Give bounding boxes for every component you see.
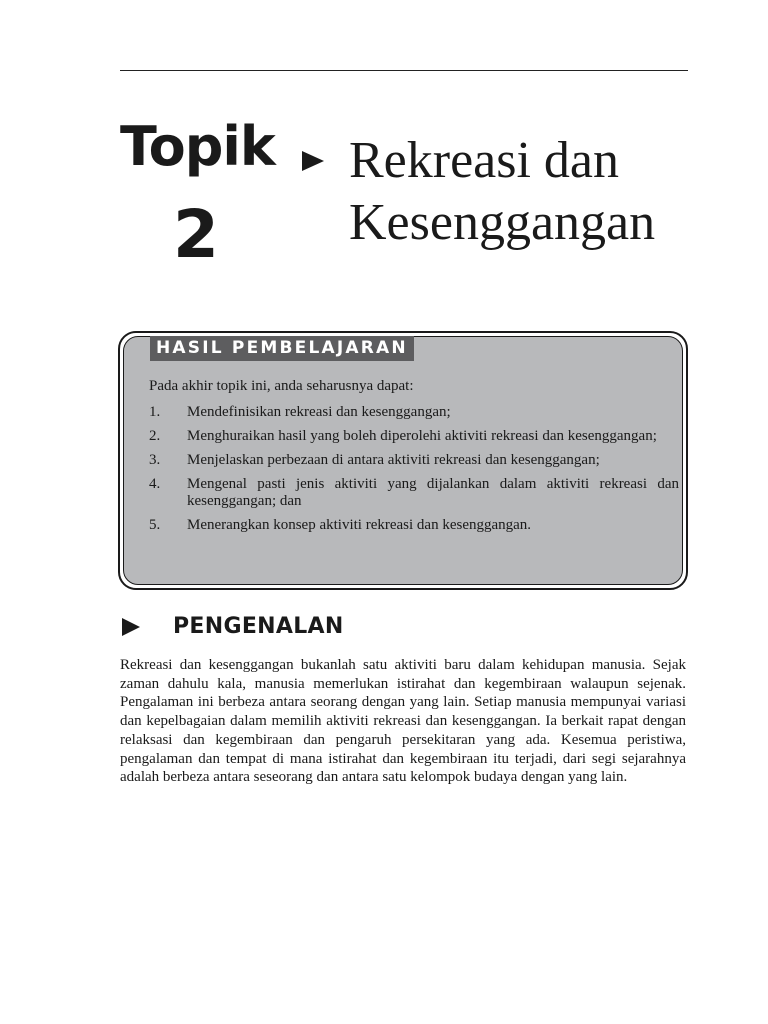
list-item-text: Mendefinisikan rekreasi dan kesenggangan; — [187, 404, 451, 420]
triangle-right-icon — [121, 617, 141, 637]
chapter-title-line2: Kesenggangan — [349, 194, 656, 251]
learning-outcomes-panel — [123, 336, 683, 585]
list-item — [149, 517, 679, 534]
learning-outcomes-heading: HASIL PEMBELAJARAN — [150, 336, 414, 361]
introduction-paragraph: Rekreasi dan kesenggangan bukanlah satu aktiviti baru dalam kehidupan manusia. Sejak zaman dahulu kala, manusia memerlukan istirahat dan kegembiraan walaupun sejenak. Pengalaman ini berbeza antara seorang dengan yang lain. Setiap manusia mempunyai variasi dan kepelbagaian dalam memilih aktiviti rekreasi dan kesenggangan. Ia berkait rapat dengan relaksasi dan kegembiraan dan pengaruh persekitaran yang ada. Kesemua peristiwa, pengalaman dan tempat di mana istirahat dan kegembiraan itu terjadi, dari segi sejarahnya adalah berbeza antara seseorang dan antara satu kelompok budaya dengan yang lain. — [120, 657, 686, 786]
list-item — [149, 428, 679, 445]
list-item-number: 5. — [149, 517, 161, 533]
section-heading-introduction: PENGENALAN — [173, 614, 344, 639]
learning-outcomes-list — [149, 404, 679, 541]
list-item — [149, 404, 679, 421]
list-item — [149, 476, 679, 510]
chapter-label: Topik — [120, 115, 275, 178]
list-item-text: Mengenal pasti jenis aktiviti yang dijalankan dalam aktiviti rekreasi dan kesenggangan; dan — [187, 476, 679, 509]
list-item-text: Menghuraikan hasil yang boleh diperolehi aktiviti rekreasi dan kesenggangan; — [187, 428, 657, 444]
chapter-title-line1: Rekreasi dan — [349, 132, 620, 189]
list-item-text: Menjelaskan perbezaan di antara aktiviti rekreasi dan kesenggangan; — [187, 452, 600, 468]
list-item-number: 4. — [149, 476, 161, 492]
list-item — [149, 452, 679, 469]
list-item-number: 1. — [149, 404, 161, 420]
list-item-number: 2. — [149, 428, 161, 444]
learning-outcomes-box — [118, 331, 688, 590]
list-item-number: 3. — [149, 452, 161, 468]
list-item-text: Menerangkan konsep aktiviti rekreasi dan kesenggangan. — [187, 517, 532, 533]
chapter-number: 2 — [173, 196, 219, 273]
triangle-right-icon — [300, 148, 326, 174]
header-rule — [120, 70, 688, 71]
learning-outcomes-intro: Pada akhir topik ini, anda seharusnya dapat: — [149, 378, 414, 394]
chapter-title — [349, 130, 749, 254]
